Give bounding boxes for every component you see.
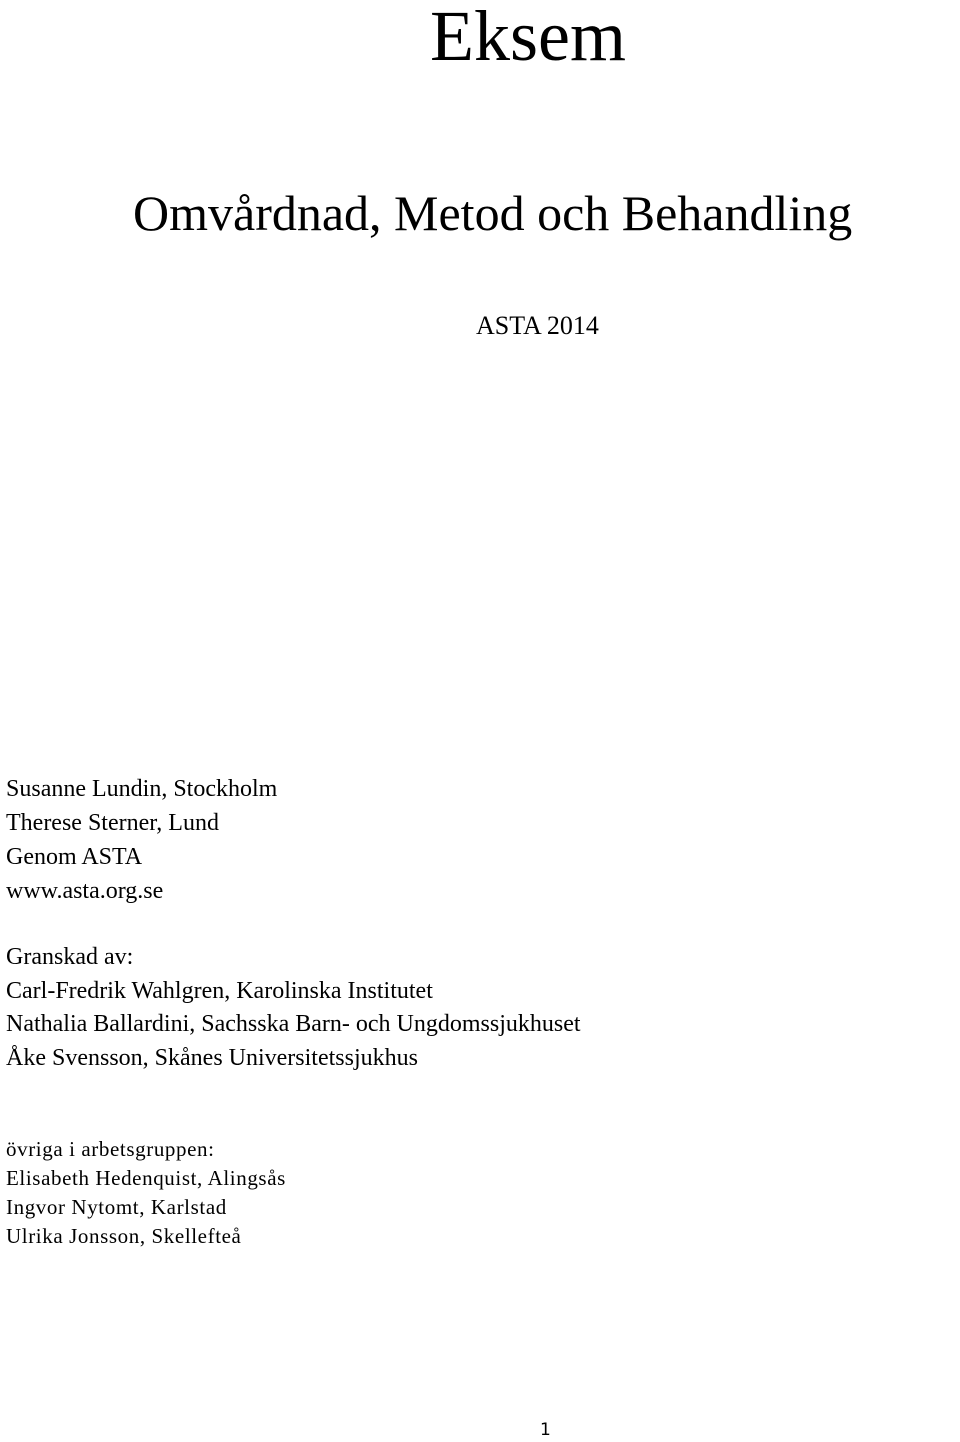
reviewer-line: Nathalia Ballardini, Sachsska Barn- och Ungdomssjukhuset [6,1011,581,1037]
author-line: Genom ASTA [6,844,143,870]
reviewer-line: Carl-Fredrik Wahlgren, Karolinska Institutet [6,977,433,1004]
authors-block [6,772,277,908]
workgroup-member-line: Elisabeth Hedenquist, Alingsås [6,1166,286,1190]
page-number: 1 [540,1420,551,1440]
workgroup-block [6,1135,286,1251]
document-title: Eksem [430,0,626,76]
document-subtitle: Omvårdnad, Metod och Behandling [133,185,853,241]
author-line: Susanne Lundin, Stockholm [6,776,278,802]
author-line: Therese Sterner, Lund [6,810,219,836]
workgroup-member-line: Ulrika Jonsson, Skellefteå [6,1224,242,1248]
reviewers-heading: Granskad av: [6,944,134,970]
reviewers-block [6,941,581,1075]
workgroup-heading: övriga i arbetsgruppen: [6,1137,215,1161]
website-text: www.asta.org.se [6,878,164,904]
workgroup-member-line: Ingvor Nytomt, Karlstad [6,1195,227,1219]
edition-label: ASTA 2014 [476,311,599,340]
reviewer-line: Åke Svensson, Skånes Universitetssjukhus [6,1044,418,1071]
